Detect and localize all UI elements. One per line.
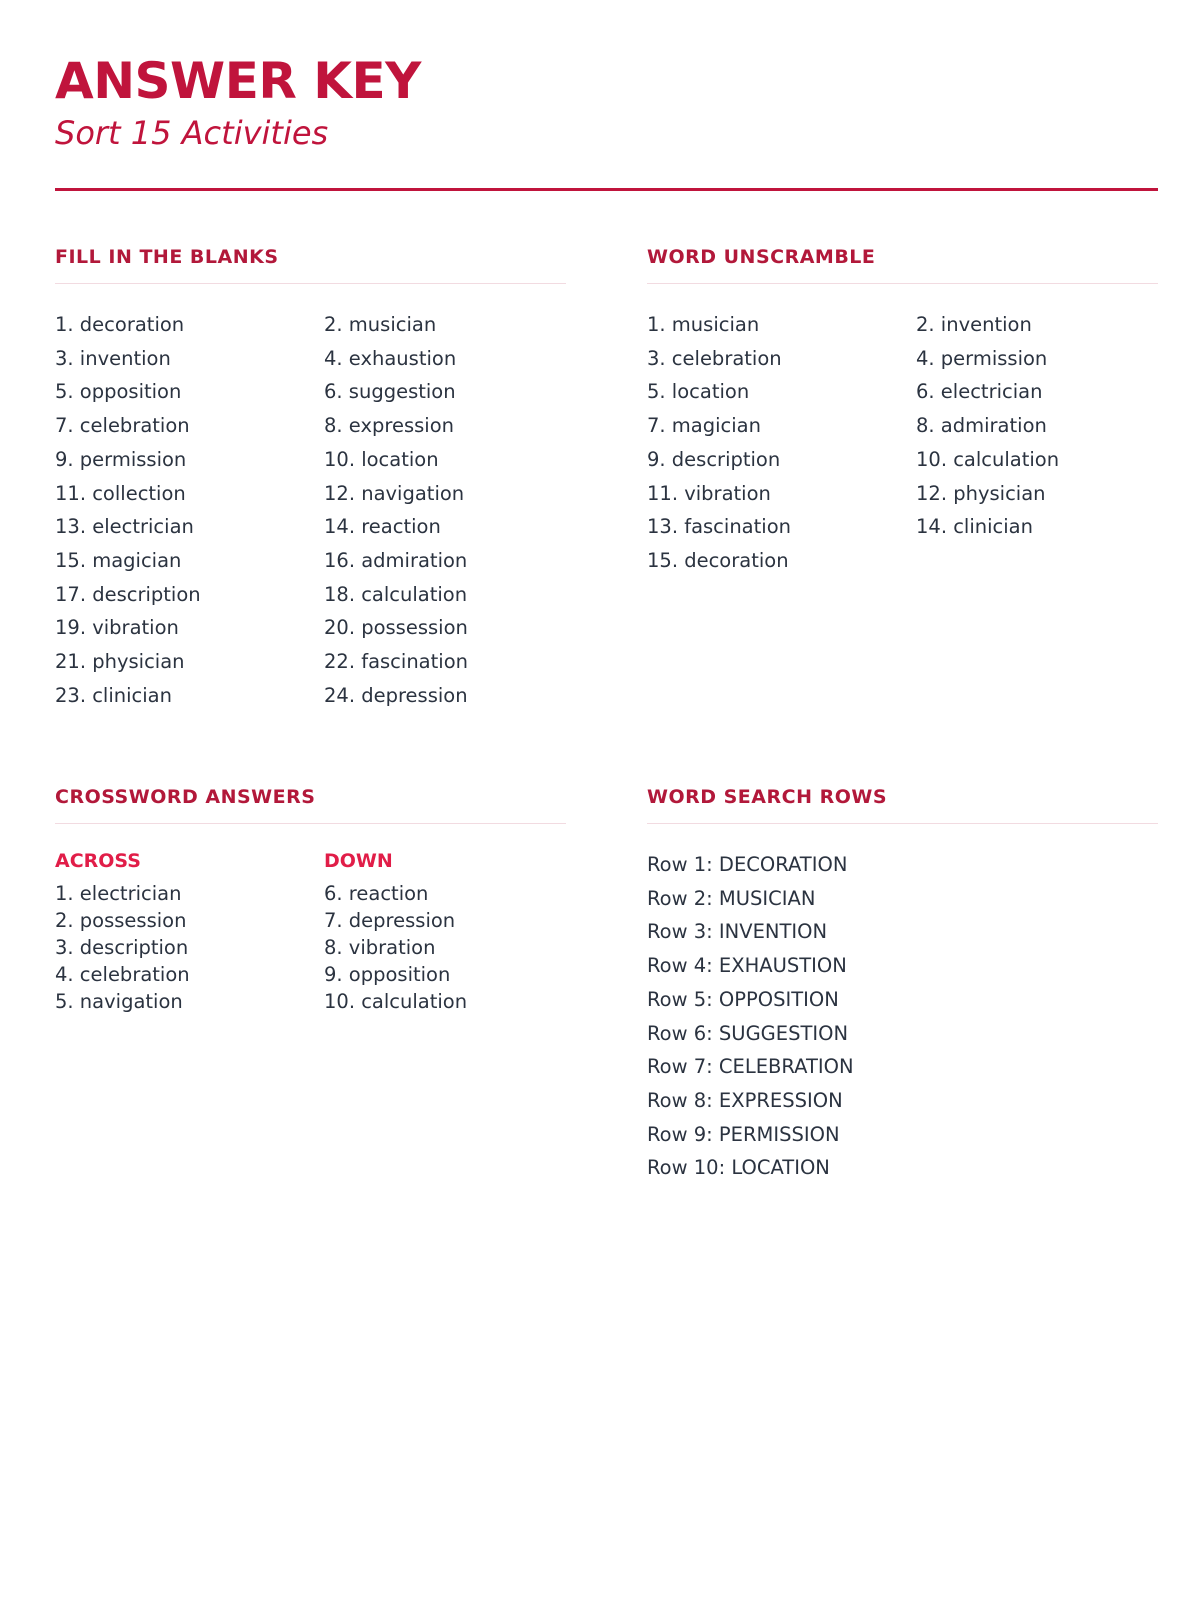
list-item: 9. opposition bbox=[324, 963, 451, 986]
list-item: 21. physician bbox=[55, 650, 185, 674]
crossword-section bbox=[55, 785, 566, 1015]
fill-in-blanks-section bbox=[55, 245, 566, 712]
fill-in-blanks-col-2 bbox=[324, 308, 566, 712]
list-item: 19. vibration bbox=[55, 616, 179, 640]
list-item: 8. vibration bbox=[324, 936, 436, 959]
list-item: 9. permission bbox=[55, 447, 187, 471]
list-item: 3. invention bbox=[55, 346, 171, 370]
list-item: 15. magician bbox=[55, 548, 182, 572]
header-divider bbox=[55, 188, 1158, 191]
section-title: WORD UNSCRAMBLE bbox=[647, 246, 876, 268]
down-heading: DOWN bbox=[324, 850, 393, 872]
list-item: Row 6: SUGGESTION bbox=[647, 1021, 849, 1045]
crossword-across-col bbox=[55, 848, 324, 1015]
list-item: Row 4: EXHAUSTION bbox=[647, 954, 847, 978]
section-title: CROSSWORD ANSWERS bbox=[55, 786, 316, 808]
list-item: 4. exhaustion bbox=[324, 346, 457, 370]
crossword-down-col bbox=[324, 848, 566, 1015]
list-item: 8. admiration bbox=[916, 414, 1047, 438]
list-item: 3. description bbox=[55, 936, 189, 959]
list-item: 1. musician bbox=[647, 313, 760, 336]
page-title: ANSWER KEY bbox=[55, 52, 421, 110]
list-item: 7. magician bbox=[647, 414, 761, 438]
list-item: 2. possession bbox=[55, 909, 187, 932]
list-item: 17. description bbox=[55, 582, 201, 606]
list-item: 14. reaction bbox=[324, 515, 441, 539]
across-heading: ACROSS bbox=[55, 850, 141, 872]
page-subtitle: Sort 15 Activities bbox=[55, 114, 329, 152]
list-item: 5. navigation bbox=[55, 990, 183, 1013]
list-item: 8. expression bbox=[324, 414, 454, 438]
list-item: 6. electrician bbox=[916, 380, 1043, 404]
list-item: 13. fascination bbox=[647, 515, 791, 539]
section-divider bbox=[55, 823, 566, 824]
list-item: Row 5: OPPOSITION bbox=[647, 987, 839, 1011]
list-item: 24. depression bbox=[324, 683, 468, 707]
list-item: Row 3: INVENTION bbox=[647, 920, 828, 944]
list-item: 10. calculation bbox=[324, 990, 468, 1013]
word-unscramble-col-2 bbox=[916, 308, 1158, 578]
list-item: 13. electrician bbox=[55, 515, 194, 539]
word-search-list bbox=[647, 848, 1158, 1185]
list-item: 4. celebration bbox=[55, 963, 190, 986]
word-search-section bbox=[647, 785, 1158, 1185]
list-item: Row 9: PERMISSION bbox=[647, 1122, 840, 1146]
list-item: 23. clinician bbox=[55, 683, 172, 707]
list-item: 14. clinician bbox=[916, 515, 1033, 539]
list-item: 2. invention bbox=[916, 313, 1032, 336]
list-item: 5. opposition bbox=[55, 380, 182, 404]
list-item: 6. reaction bbox=[324, 882, 429, 905]
list-item: Row 8: EXPRESSION bbox=[647, 1088, 843, 1112]
section-title: WORD SEARCH ROWS bbox=[647, 786, 888, 808]
section-title: FILL IN THE BLANKS bbox=[55, 246, 279, 268]
list-item: 5. location bbox=[647, 380, 750, 404]
list-item: 6. suggestion bbox=[324, 380, 456, 404]
list-item: 11. vibration bbox=[647, 481, 771, 505]
list-item: 7. celebration bbox=[55, 414, 190, 438]
list-item: 20. possession bbox=[324, 616, 468, 640]
list-item: Row 10: LOCATION bbox=[647, 1156, 830, 1180]
section-divider bbox=[55, 283, 566, 284]
list-item: 2. musician bbox=[324, 313, 437, 336]
list-item: 12. physician bbox=[916, 481, 1046, 505]
list-item: 18. calculation bbox=[324, 582, 468, 606]
list-item: 10. calculation bbox=[916, 447, 1060, 471]
fill-in-blanks-col-1 bbox=[55, 308, 324, 712]
list-item: Row 2: MUSICIAN bbox=[647, 886, 816, 910]
list-item: Row 7: CELEBRATION bbox=[647, 1055, 854, 1079]
list-item: 11. collection bbox=[55, 481, 186, 505]
list-item: 7. depression bbox=[324, 909, 456, 932]
list-item: 1. decoration bbox=[55, 313, 185, 336]
word-unscramble-section bbox=[647, 245, 1158, 578]
list-item: 16. admiration bbox=[324, 548, 468, 572]
list-item: 15. decoration bbox=[647, 548, 789, 572]
list-item: 22. fascination bbox=[324, 650, 468, 674]
section-divider bbox=[647, 823, 1158, 824]
section-divider bbox=[647, 283, 1158, 284]
page-header bbox=[55, 50, 1158, 154]
list-item: 1. electrician bbox=[55, 882, 182, 905]
list-item: Row 1: DECORATION bbox=[647, 853, 848, 876]
list-item: 10. location bbox=[324, 447, 439, 471]
list-item: 4. permission bbox=[916, 346, 1048, 370]
list-item: 12. navigation bbox=[324, 481, 465, 505]
word-unscramble-col-1 bbox=[647, 308, 916, 578]
list-item: 3. celebration bbox=[647, 346, 782, 370]
list-item: 9. description bbox=[647, 447, 781, 471]
